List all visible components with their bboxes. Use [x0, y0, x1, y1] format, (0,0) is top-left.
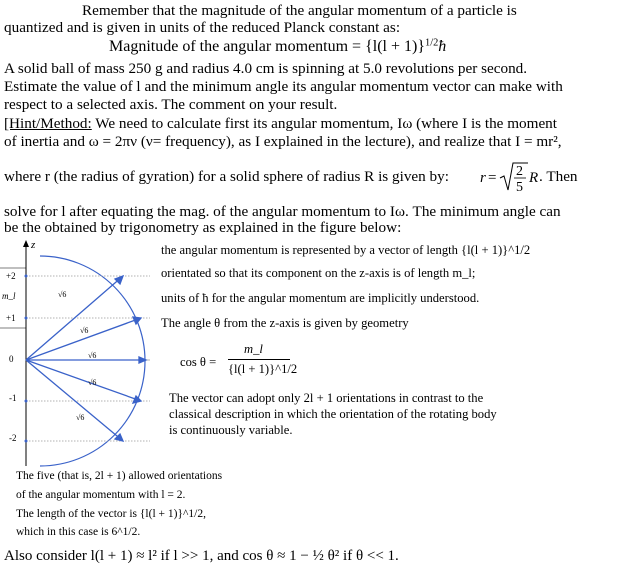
cos-theta-lhs: cos θ = — [180, 355, 217, 369]
svg-text:5: 5 — [516, 180, 523, 195]
formula-hbar: ħ — [438, 38, 447, 55]
intro-line-1: Remember that the magnitude of the angular momentum of a particle is — [82, 2, 517, 19]
hint-line-1 — [4, 115, 557, 133]
radius-of-gyration-equation — [480, 160, 590, 194]
hint-line-4: solve for l after equating the mag. of the angular momentum to Iω. The minimum angle can — [4, 203, 561, 220]
z-axis-arrow — [23, 240, 29, 247]
cos-theta-fraction-bar — [228, 359, 290, 360]
figure-desc-line-2: orientated so that its component on the z-axis is of length m_l; — [161, 266, 476, 280]
footer-approximations: Also consider l(l + 1) ≈ l² if l >> 1, and cos θ ≈ 1 − ½ θ² if θ << 1. — [4, 548, 399, 564]
problem-line-2: Estimate the value of l and the minimum angle its angular momentum vector can make with — [4, 78, 563, 95]
figure-desc-line-6: classical description in which the orientation of the rotating body — [169, 407, 497, 421]
problem-line-3: respect to a selected axis. The comment on your result. — [4, 96, 338, 113]
hint-line-3-then: . Then — [539, 168, 578, 185]
angular-momentum-formula — [109, 38, 446, 56]
figure-caption-line-4: which in this case is 6^1/2. — [16, 526, 141, 538]
vector-ml-minus-2 — [26, 360, 123, 441]
figure-desc-line-7: is continuously variable. — [169, 423, 293, 437]
hint-line-2: of inertia and ω = 2πν (ν= frequency), as I explained in the lecture), and realize that I = mr², — [4, 133, 562, 150]
tick-label-plus-2: +2 — [6, 271, 16, 281]
tick-label-plus-1: +1 — [6, 313, 16, 323]
vector-diagram — [0, 238, 160, 468]
figure-caption-line-1: The five (that is, 2l + 1) allowed orientations — [16, 470, 223, 482]
svg-text:=: = — [488, 170, 497, 186]
hint-line-3: where r (the radius of gyration) for a solid sphere of radius R is given by: — [4, 168, 449, 185]
z-axis-label: z — [31, 239, 36, 251]
vector-length-label-5: √6 — [76, 413, 85, 422]
vector-ml-minus-1 — [26, 360, 141, 401]
tick-label-0: 0 — [9, 354, 14, 364]
ml-axis-label: m_l — [2, 291, 16, 301]
cos-theta-numerator: m_l — [244, 342, 263, 356]
formula-text: Magnitude of the angular momentum = {l(l + 1)} — [109, 38, 426, 55]
vector-length-label-4: √6 — [88, 378, 97, 387]
tick-label-minus-1: -1 — [9, 393, 17, 403]
figure-desc-line-4: The angle θ from the z-axis is given by geometry — [161, 316, 409, 330]
cos-theta-denominator: {l(l + 1)}^1/2 — [228, 362, 298, 376]
figure-desc-line-5: The vector can adopt only 2l + 1 orientations in contrast to the — [169, 391, 484, 405]
hint-line-1-rest: We need to calculate first its angular momentum, Iω (where I is the moment — [91, 115, 557, 132]
svg-text:r: r — [480, 170, 486, 186]
hint-line-5: be the obtained by trigonometry as explained in the figure below: — [4, 219, 402, 236]
hint-label: [Hint/Method: — [4, 115, 92, 132]
formula-exponent: 1/2 — [425, 37, 439, 49]
figure-caption-line-2: of the angular momentum with l = 2. — [16, 489, 186, 501]
vector-length-label-2: √6 — [80, 326, 89, 335]
tick-label-minus-2: -2 — [9, 433, 17, 443]
angular-momentum-figure — [0, 238, 618, 548]
vector-length-label-1: √6 — [58, 290, 67, 299]
problem-line-1: A solid ball of mass 250 g and radius 4.0 cm is spinning at 5.0 revolutions per second. — [4, 60, 528, 77]
vector-length-label-3: √6 — [88, 351, 97, 360]
svg-text:2: 2 — [516, 164, 523, 179]
svg-text:R: R — [529, 170, 539, 186]
intro-line-2: quantized and is given in units of the reduced Planck constant as: — [4, 19, 401, 36]
figure-desc-line-1: the angular momentum is represented by a vector of length {l(l + 1)}^1/2 — [161, 243, 531, 257]
figure-caption-line-3: The length of the vector is {l(l + 1)}^1/2, — [16, 508, 206, 520]
figure-desc-line-3: units of ħ for the angular momentum are implicitly understood. — [161, 291, 480, 305]
